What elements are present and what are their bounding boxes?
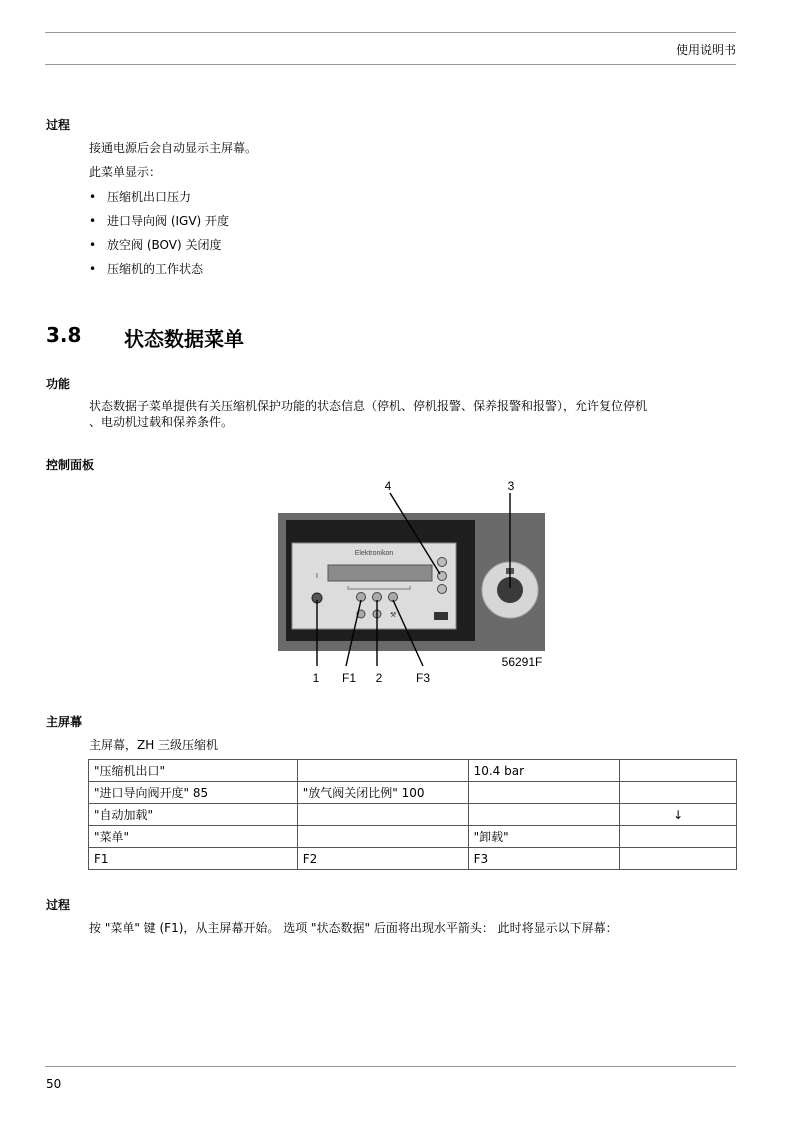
table-cell xyxy=(297,804,468,826)
brand-label: Elektronikon xyxy=(354,550,394,557)
brand-logo xyxy=(434,612,448,620)
list-item: • 压缩机出口压力 xyxy=(89,190,192,204)
table-row xyxy=(89,804,737,826)
process-2-heading: 过程 xyxy=(46,898,71,912)
table-cell: F2 xyxy=(297,848,468,870)
section-title: 状态数据菜单 xyxy=(124,327,244,351)
callout-2: 2 xyxy=(375,671,383,685)
table-cell xyxy=(468,804,620,826)
bullet-icon: • xyxy=(89,214,97,228)
bullet-icon: • xyxy=(89,262,97,276)
table-row xyxy=(89,826,737,848)
table-cell: "菜单" xyxy=(89,826,298,848)
page-number: 50 xyxy=(46,1077,62,1091)
up-arrow-key[interactable] xyxy=(438,558,447,567)
table-row xyxy=(89,760,737,782)
control-panel-figure xyxy=(270,476,560,688)
callout-4: 4 xyxy=(384,479,392,493)
table-cell: "压缩机出口" xyxy=(89,760,298,782)
down-arrow-icon: ↓ xyxy=(620,804,737,826)
table-cell xyxy=(620,782,737,804)
callout-3: 3 xyxy=(507,479,515,493)
header-top-rule xyxy=(45,32,736,33)
header-doc-title: 使用说明书 xyxy=(675,43,736,57)
process-paragraph-1: 接通电源后会自动显示主屏幕。 xyxy=(89,141,258,155)
start-label: I xyxy=(316,573,318,580)
table-cell: 10.4 bar xyxy=(468,760,620,782)
footer-rule xyxy=(45,1066,736,1067)
list-item: • 进口导向阀 (IGV) 开度 xyxy=(89,214,230,228)
table-cell xyxy=(620,760,737,782)
process-paragraph-2: 此菜单显示： xyxy=(89,165,162,179)
figure-id: 56291F xyxy=(501,655,543,669)
process-heading: 过程 xyxy=(46,118,71,132)
table-cell xyxy=(620,826,737,848)
process-2-text: 按 "菜单" 键 (F1)，从主屏幕开始。 选项 "状态数据" 后面将出现水平箭头： 此时将显示以下屏幕： xyxy=(89,921,618,935)
callout-f3: F3 xyxy=(415,671,431,685)
table-cell xyxy=(620,848,737,870)
header-bottom-rule xyxy=(45,64,736,65)
main-screen-table xyxy=(88,759,737,870)
table-cell: F1 xyxy=(89,848,298,870)
callout-1: 1 xyxy=(312,671,320,685)
bullet-icon: • xyxy=(89,238,97,252)
table-cell: F3 xyxy=(468,848,620,870)
table-cell: "自动加载" xyxy=(89,804,298,826)
main-screen-heading: 主屏幕 xyxy=(46,715,83,729)
function-heading: 功能 xyxy=(46,377,71,391)
table-cell xyxy=(468,782,620,804)
list-item: • 放空阀 (BOV) 关闭度 xyxy=(89,238,222,252)
function-text-line-1: 状态数据子菜单提供有关压缩机保护功能的状态信息（停机、停机报警、保养报警和报警），允许复位停机 xyxy=(89,399,648,413)
list-item: • 压缩机的工作状态 xyxy=(89,262,204,276)
callout-f1: F1 xyxy=(341,671,357,685)
function-text-line-2: 、电动机过载和保养条件。 xyxy=(89,415,234,429)
section-number: 3.8 xyxy=(46,323,82,347)
main-screen-caption: 主屏幕，ZH 三级压缩机 xyxy=(89,738,219,752)
table-cell xyxy=(297,760,468,782)
table-cell: "卸载" xyxy=(468,826,620,848)
wrench-icon: ⚒ xyxy=(390,611,397,619)
table-row xyxy=(89,848,737,870)
table-cell: "放气阀关闭比例" 100 xyxy=(297,782,468,804)
table-cell: "进口导向阀开度" 85 xyxy=(89,782,298,804)
lcd-display xyxy=(328,565,432,581)
down-arrow-key[interactable] xyxy=(438,585,447,594)
table-row xyxy=(89,782,737,804)
control-panel-heading: 控制面板 xyxy=(46,458,95,472)
table-cell xyxy=(297,826,468,848)
bullet-icon: • xyxy=(89,190,97,204)
